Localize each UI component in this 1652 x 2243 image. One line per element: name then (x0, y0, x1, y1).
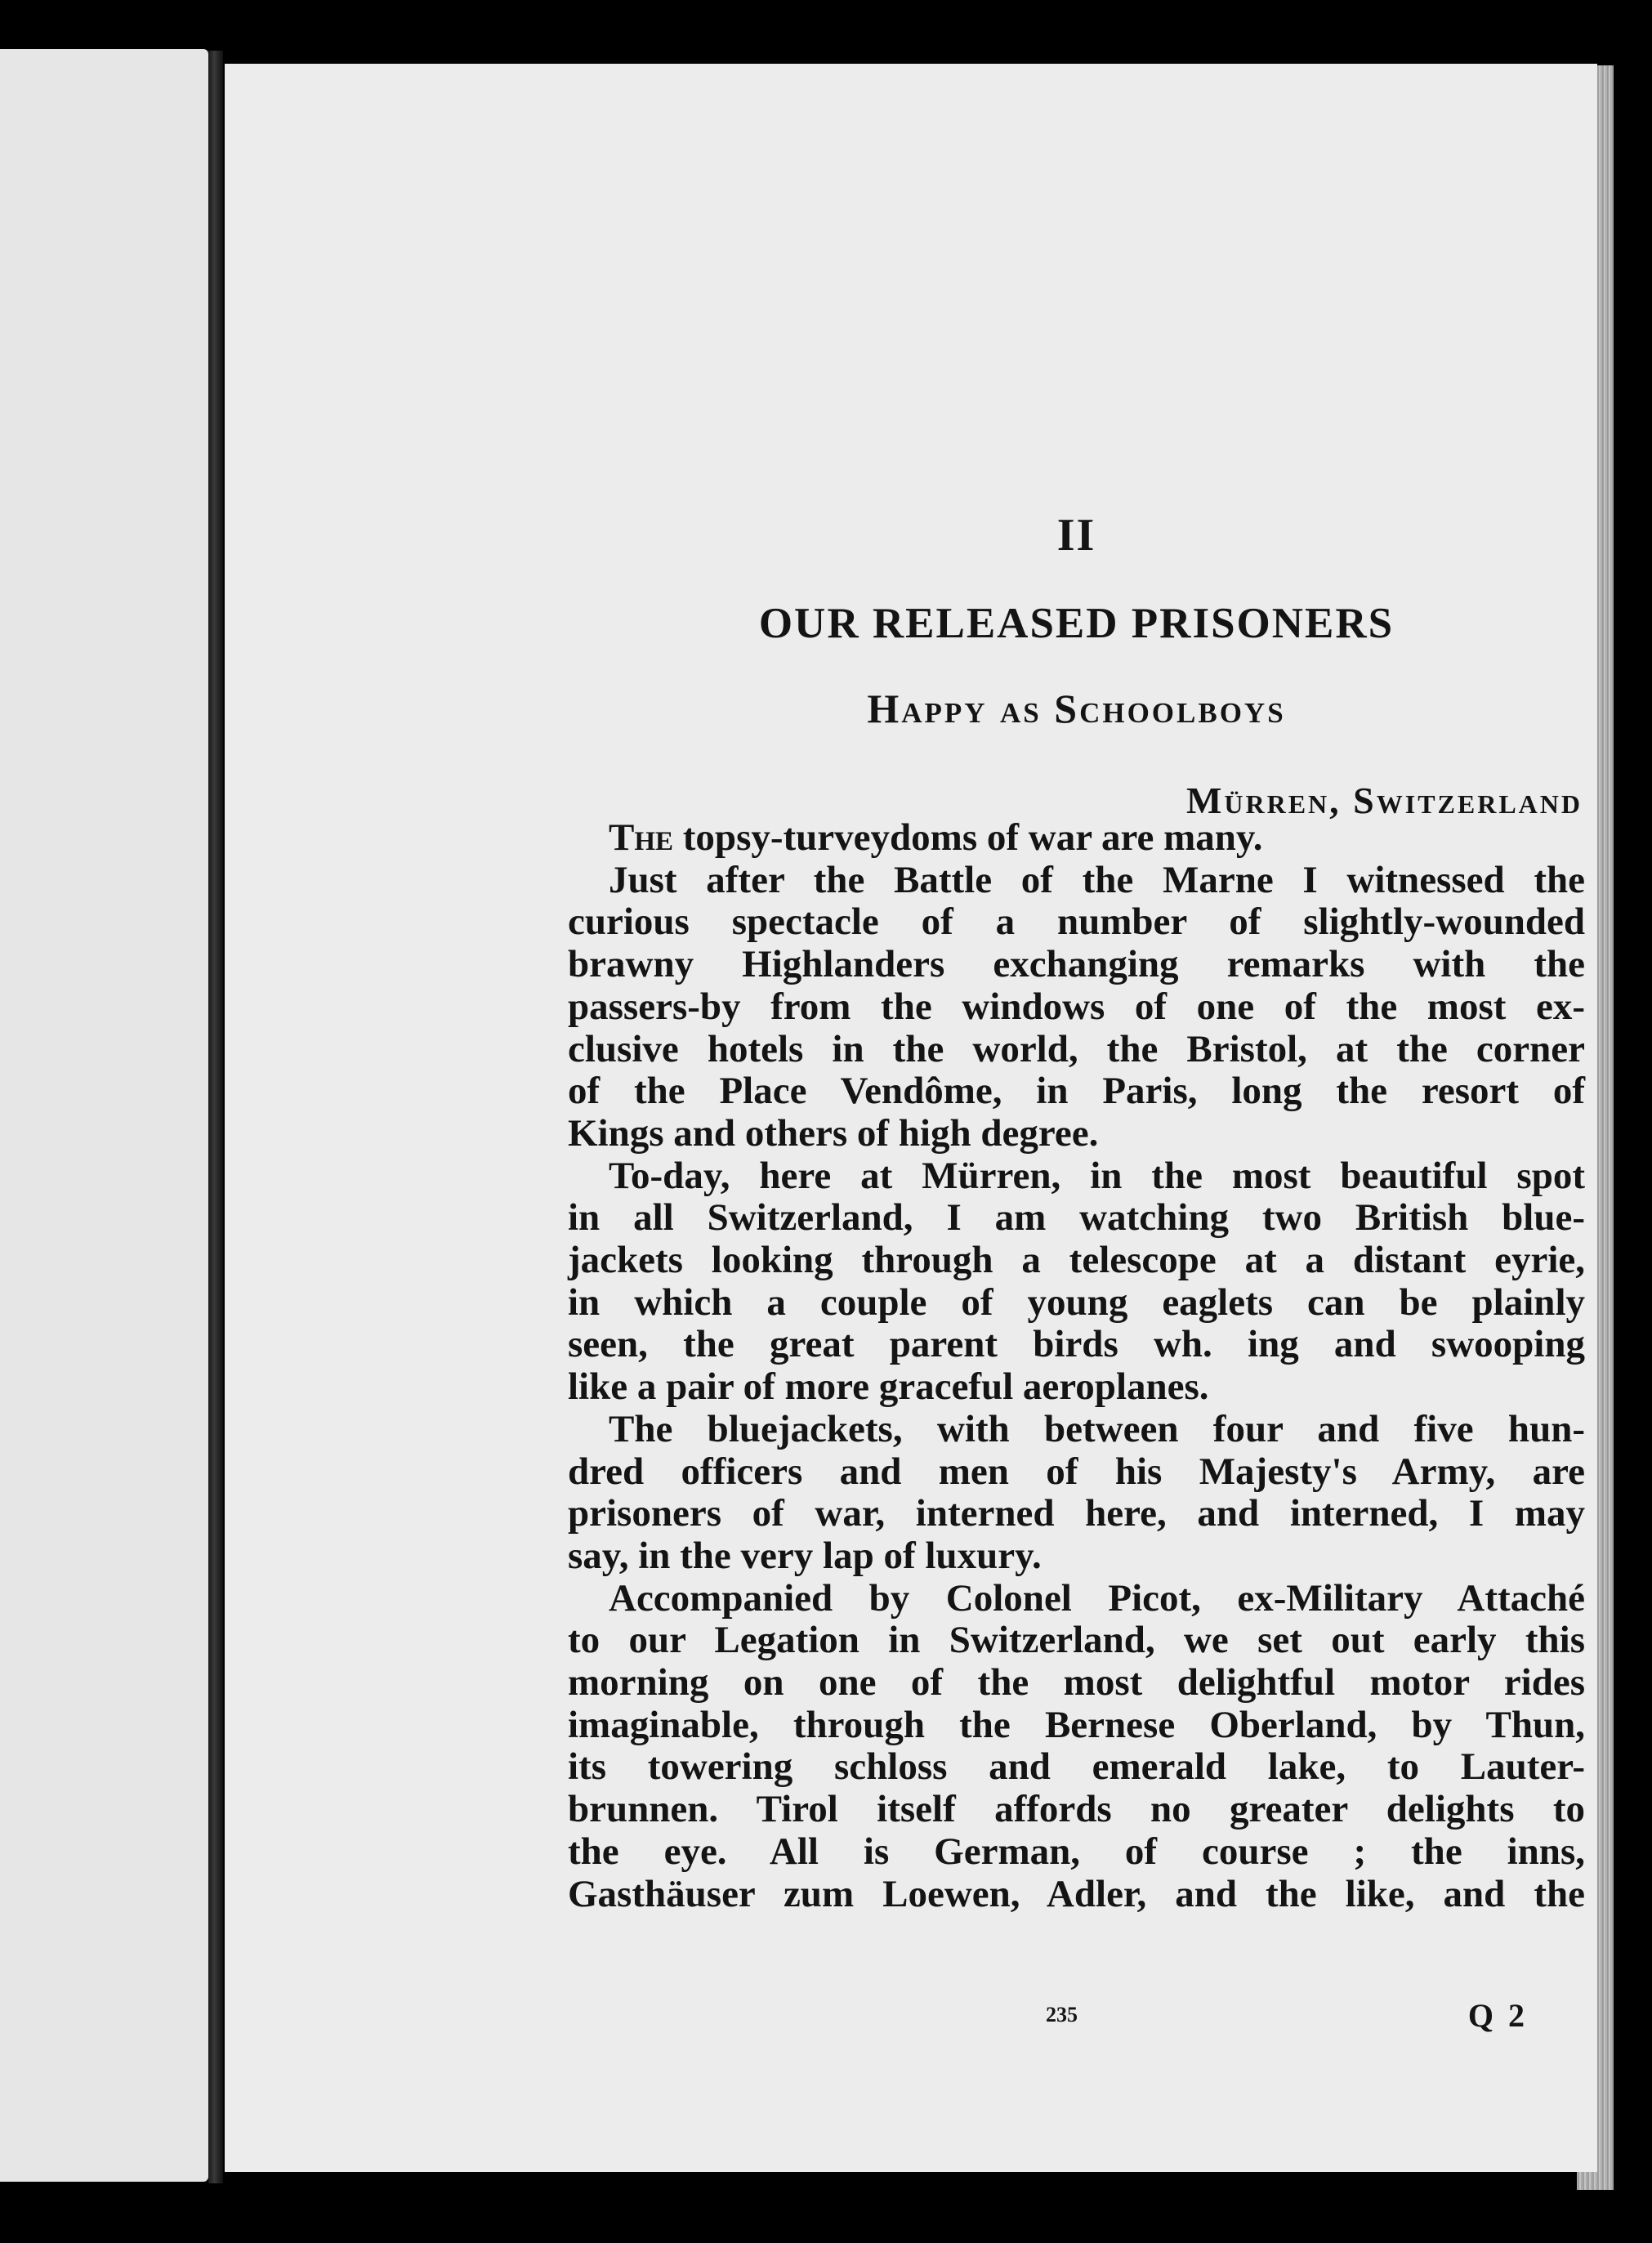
text-line: jackets looking through a telescope at a distant eyrie, (568, 1239, 1585, 1282)
text-line: morning on one of the most delightful motor rides (568, 1661, 1585, 1705)
book-spine (208, 51, 223, 2183)
text-line: its towering schloss and emerald lake, to Lauter- (568, 1745, 1585, 1789)
text-line: Kings and others of high degree. (568, 1111, 1099, 1155)
page-footer (568, 1996, 1585, 2037)
text-line: Just after the Battle of the Marne I witnessed the (609, 858, 1585, 901)
book-page (225, 64, 1597, 2172)
page-number: 235 (1046, 2003, 1078, 2026)
text-line: The topsy-turveydoms of war are many. (609, 816, 1263, 859)
text-line: the eye. All is German, of course ; the inns, (568, 1830, 1585, 1873)
text-line: The bluejackets, with between four and five hun- (609, 1407, 1585, 1450)
signature-mark: Q 2 (1467, 1997, 1528, 2034)
chapter-number: II (1056, 510, 1096, 561)
chapter-title: OUR RELEASED PRISONERS (758, 600, 1395, 647)
text-line: To-day, here at Mürren, in the most beautiful spot (609, 1154, 1585, 1197)
text-line: to our Legation in Switzerland, we set out early this (568, 1619, 1585, 1662)
text-line: prisoners of war, interned here, and interned, I may (568, 1492, 1585, 1535)
dateline: Mürren, Switzerland (1185, 780, 1583, 821)
chapter-subtitle: Happy as Schoolboys (867, 686, 1286, 731)
text-line: dred officers and men of his Majesty's Army, are (568, 1450, 1585, 1493)
facing-page-edge (0, 49, 208, 2182)
body-text (568, 817, 1585, 1915)
text-line: like a pair of more graceful aeroplanes. (568, 1365, 1209, 1409)
text-line: clusive hotels in the world, the Bristol, at the corner (568, 1027, 1585, 1070)
text-line: imaginable, through the Bernese Oberland, by Thun, (568, 1703, 1585, 1746)
text-line: in which a couple of young eaglets can be plainly (568, 1280, 1585, 1324)
text-line: Gasthäuser zum Loewen, Adler, and the like, and the (568, 1872, 1585, 1915)
text-line: Accompanied by Colonel Picot, ex-Military Attaché (609, 1576, 1585, 1620)
first-word: The (609, 816, 674, 859)
text-line: of the Place Vendôme, in Paris, long the resort of (568, 1070, 1585, 1113)
text-line: brunnen. Tirol itself affords no greater delights to (568, 1788, 1585, 1831)
text-line: passers-by from the windows of one of the most ex- (568, 985, 1585, 1028)
text-line: in all Switzerland, I am watching two British blue- (568, 1196, 1585, 1240)
text-line: say, in the very lap of luxury. (568, 1534, 1042, 1577)
text-line: seen, the great parent birds wh. ing and swooping (568, 1323, 1585, 1366)
text-line: brawny Highlanders exchanging remarks with the (568, 943, 1585, 986)
text-line: curious spectacle of a number of slightly-wounded (568, 900, 1585, 944)
